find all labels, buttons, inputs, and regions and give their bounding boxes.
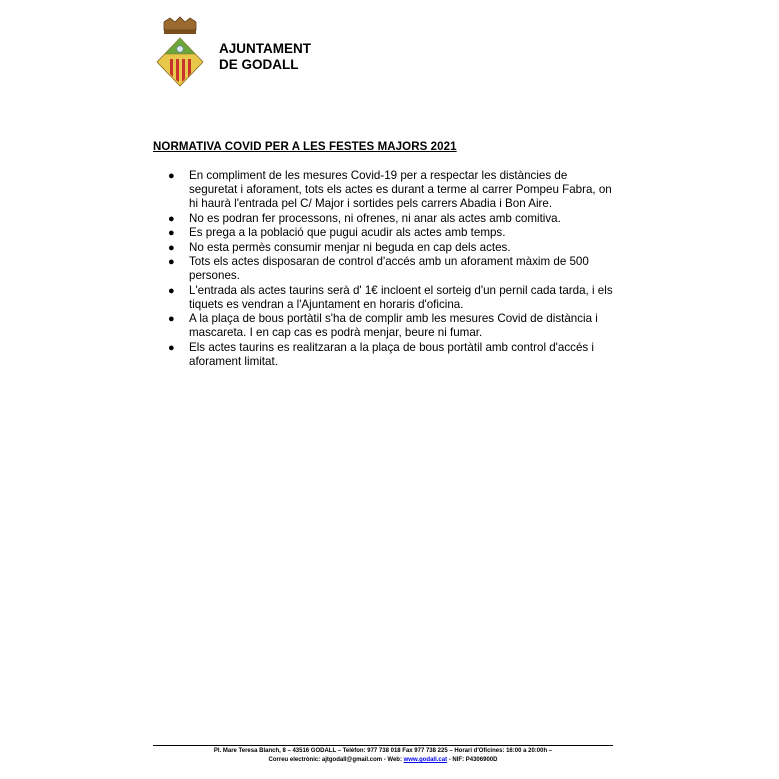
rule-text: No esta permès consumir menjar ni beguda en cap dels actes. (189, 240, 511, 254)
organization-name-line2: DE GODALL (219, 57, 299, 72)
bullet-icon: ● (168, 341, 175, 354)
list-item (168, 169, 616, 211)
bullet-icon: ● (168, 241, 175, 254)
letterhead (156, 16, 456, 88)
rule-text: Es prega a la població que pugui acudir als actes amb temps. (189, 226, 506, 239)
rule-text: Tots els actes disposaran de control d'accés amb un aforament màxim de 500 persones. (189, 255, 589, 282)
bullet-icon: ● (168, 284, 175, 297)
list-item (168, 226, 616, 240)
list-item (168, 255, 616, 283)
bullet-icon: ● (168, 227, 175, 239)
rule-text: No es podran fer processons, ni ofrenes, ni anar als actes amb comitiva. (189, 211, 561, 225)
list-item (168, 312, 616, 340)
document-title: NORMATIVA COVID PER A LES FESTES MAJORS 2021 (153, 141, 457, 153)
list-item (168, 284, 616, 312)
rules-list (168, 169, 616, 369)
rule-text: L'entrada als actes taurins serà d' 1€ incloent el sorteig d'un pernil cada tarda, i els tiquets es vendran a l'Ajuntament en horaris d'oficina. (189, 283, 613, 311)
footer-divider (153, 745, 613, 746)
footer-email-label: Correu electrònic: ajtgodall@gmail.com - Web: (268, 757, 404, 763)
municipal-coat-of-arms-icon (156, 16, 204, 88)
rule-text: A la plaça de bous portàtil s'ha de complir amb les mesures Covid de distància i mascareta. I en cap cas es podrà menjar, beure ni fumar. (189, 312, 598, 339)
organization-name-line1: AJUNTAMENT (219, 41, 311, 56)
footer (153, 747, 613, 765)
rule-text: En compliment de les mesures Covid-19 per a respectar les distàncies de seguretat i aforament, tots els actes es durant a terme al carrer Pompeu Fabra, on hi haurà l'entrada pel C/ Major i sortides pels carrers Abadia i Bon Aire. (189, 169, 612, 210)
list-item (168, 241, 616, 255)
organization-name (219, 41, 311, 73)
footer-address: Pl. Mare Teresa Blanch, 8 – 43516 GODALL – Telèfon: 977 738 018 Fax 977 738 225 – Horari d'Oficines: 16:00 a 20:00h – (213, 748, 553, 754)
website-link[interactable]: www.godall.cat (403, 757, 448, 763)
footer-contact (153, 756, 613, 765)
footer-nif: - NIF: P4306900D (447, 757, 498, 763)
bullet-icon: ● (168, 170, 175, 182)
bullet-icon: ● (168, 256, 175, 268)
rule-text: Els actes taurins es realitzaran a la plaça de bous portàtil amb control d'accés i aforament limitat. (189, 340, 594, 368)
list-item (168, 341, 616, 369)
bullet-icon: ● (168, 313, 175, 325)
list-item (168, 212, 616, 226)
bullet-icon: ● (168, 212, 175, 225)
